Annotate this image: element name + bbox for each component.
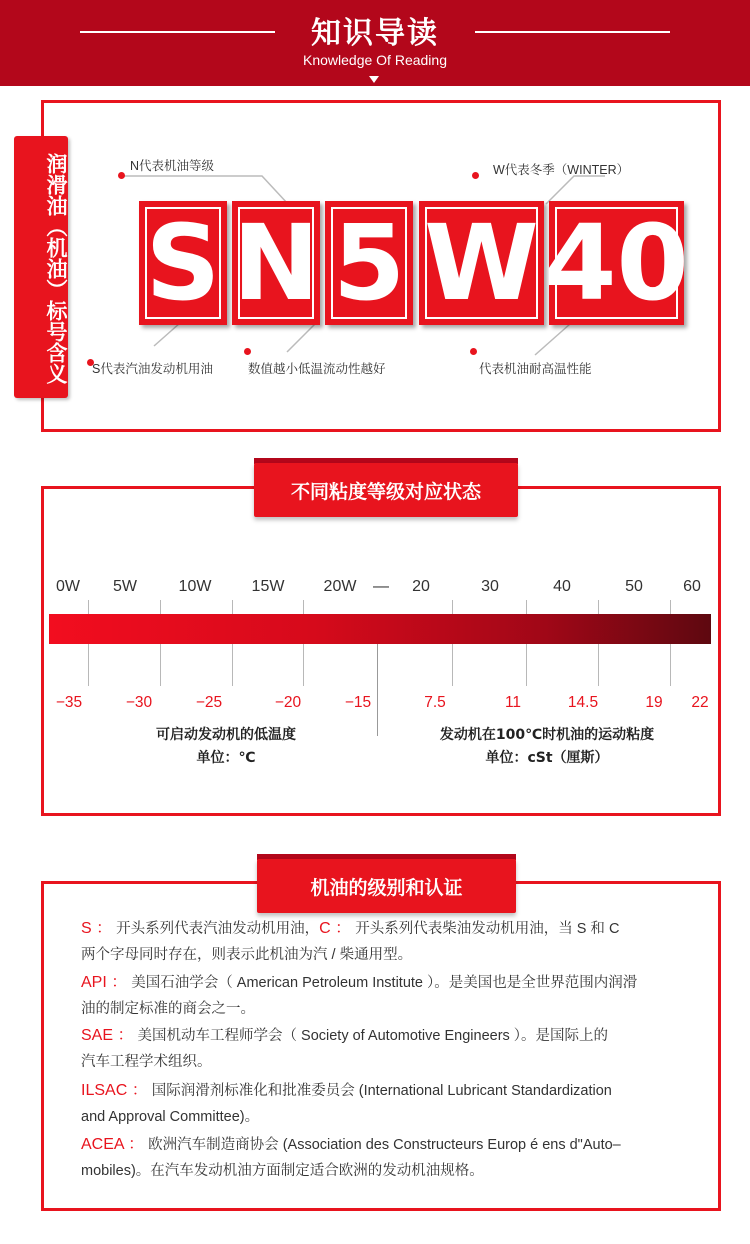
definition-sae: [81, 1023, 711, 1075]
scale-tick: [598, 600, 599, 614]
scale-tick: [670, 644, 671, 686]
definition-text: 欧洲汽车制造商协会 (Association des Constructeurs Europ é ens d"Auto–: [144, 1137, 621, 1153]
scale-label: 30: [481, 578, 499, 595]
grade-letter: N: [232, 202, 320, 324]
low-temp-caption: 可启动发动机的低温度: [156, 727, 296, 743]
definition-api: [81, 970, 711, 1022]
definition-line: [81, 1132, 711, 1158]
low-temp-unit: 单位：℃: [196, 750, 256, 766]
scale-separator: [377, 644, 378, 736]
scale-label: 40: [553, 578, 571, 595]
definition-line: [81, 970, 711, 996]
grade-tile-n: [232, 201, 320, 325]
definition-line: [81, 1023, 711, 1049]
grade-letter: 5: [332, 202, 406, 324]
scale-label: 20W: [323, 578, 357, 595]
note-marker-dot: [244, 348, 251, 355]
definition-term: S ：: [81, 920, 113, 937]
scale-label: 20: [412, 578, 430, 595]
grade-tile-5: [325, 201, 413, 325]
viscosity-unit: 单位：cSt（厘斯）: [485, 750, 609, 766]
scale-label: 0W: [56, 578, 80, 595]
temperature-label: −15: [344, 694, 372, 711]
scale-tick: [160, 644, 161, 686]
scale-tick: [88, 600, 89, 614]
scale-tick: [232, 600, 233, 614]
note-marker-dot: [118, 172, 125, 179]
temperature-label: 22: [691, 694, 709, 711]
definition-line: 油的制定标准的商会之一。: [81, 1001, 255, 1017]
temperature-label: 14.5: [567, 694, 599, 711]
definition-term: ILSAC ：: [81, 1082, 148, 1099]
scale-tick: [452, 644, 453, 686]
viscosity-gradient-bar: [49, 614, 711, 644]
definition-text: 开头系列代表柴油发动机用油，当 S 和 C: [351, 921, 620, 937]
scale-tick: [303, 600, 304, 614]
grade-tile-s: [139, 201, 227, 325]
scale-label: 10W: [178, 578, 212, 595]
definition-term: ACEA ：: [81, 1136, 145, 1153]
note-w-winter: W代表冬季（WINTER）: [493, 163, 630, 177]
definition-term: API ：: [81, 974, 128, 991]
temperature-label: −25: [195, 694, 223, 711]
page-title: 知识导读: [311, 16, 439, 51]
definition-ilsac: [81, 1078, 711, 1130]
page-subtitle: Knowledge Of Reading: [303, 52, 447, 68]
grade-letter: 40: [544, 202, 689, 324]
scale-tick: [88, 644, 89, 686]
note-number-lowtemp: 数值越小低温流动性越好: [248, 362, 386, 376]
note-marker-dot: [470, 348, 477, 355]
note-marker-dot: [472, 172, 479, 179]
temperature-label: 7.5: [424, 694, 446, 711]
definition-line: 汽车工程学术组织。: [81, 1054, 212, 1070]
definition-text: 美国机动车工程师学会（ Society of Automotive Engineers ）。是国际上的: [133, 1028, 609, 1044]
scale-label: 5W: [113, 578, 137, 595]
temperature-label: −20: [274, 694, 302, 711]
scale-tick: [526, 600, 527, 614]
grade-letter: W: [424, 202, 539, 324]
grade-tile-w: [419, 201, 544, 325]
definition-text: 开头系列代表汽油发动机用油，: [112, 921, 320, 937]
scale-tick: [160, 600, 161, 614]
viscosity-caption: 发动机在100℃时机油的运动粘度: [439, 727, 655, 743]
definition-acea: [81, 1132, 711, 1184]
note-s-gasoline: S代表汽油发动机用油: [92, 362, 213, 376]
definition-line: [81, 1078, 711, 1104]
temperature-label: 19: [645, 694, 663, 711]
scale-tick: [670, 600, 671, 614]
scale-tick: [526, 644, 527, 686]
grade-tile-40: [544, 201, 689, 325]
scale-tick: [598, 644, 599, 686]
viscosity-title-pill: 不同粘度等级对应状态: [254, 463, 518, 517]
temperature-label: −30: [125, 694, 153, 711]
temperature-label: 11: [504, 694, 522, 711]
definition-line: mobiles)。在汽车发动机油方面制定适合欧洲的发动机油规格。: [81, 1163, 484, 1179]
certification-title-pill: 机油的级别和认证: [257, 859, 516, 913]
grade-letter: S: [145, 202, 221, 324]
scale-label: —: [373, 578, 389, 595]
definition-line: [81, 916, 711, 942]
definition-s-c: [81, 916, 711, 968]
temperature-label: −35: [55, 694, 83, 711]
scale-tick: [303, 644, 304, 686]
definition-line: 两个字母同时存在，则表示此机油为汽 / 柴通用型。: [81, 947, 413, 963]
scale-label: 50: [625, 578, 643, 595]
vertical-title: 润滑油（机油）标号含义: [44, 152, 68, 384]
definition-term: C ：: [319, 920, 352, 937]
definition-line: and Approval Committee)。: [81, 1109, 260, 1125]
scale-tick: [452, 600, 453, 614]
scale-label: 60: [683, 578, 701, 595]
scale-label: 15W: [251, 578, 285, 595]
definition-text: 美国石油学会（ American Petroleum Institute ）。是美国也是全世界范围内润滑: [127, 975, 638, 991]
definition-text: 国际润滑剂标准化和批准委员会 (International Lubricant Standardization: [147, 1083, 612, 1099]
definition-term: SAE ：: [81, 1027, 134, 1044]
note-high-temp: 代表机油耐高温性能: [479, 362, 592, 376]
note-n-grade: N代表机油等级: [130, 159, 215, 173]
scale-tick: [232, 644, 233, 686]
